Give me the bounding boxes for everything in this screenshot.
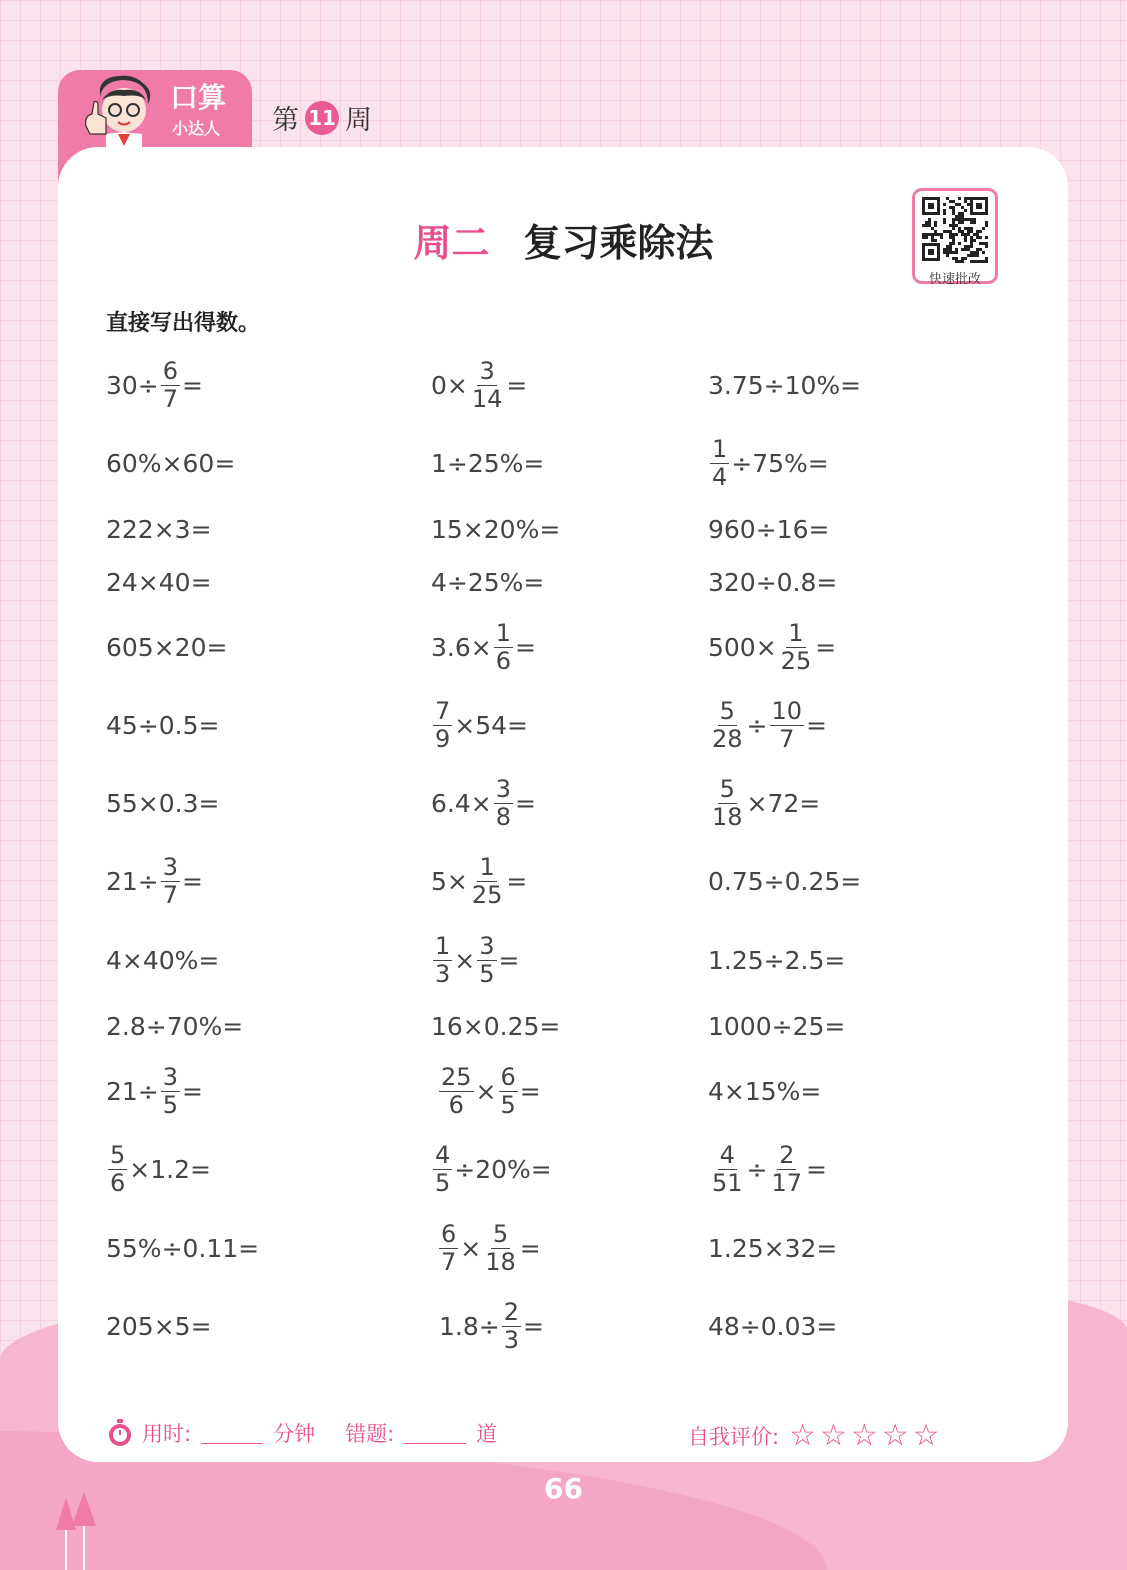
problem-item (431, 693, 528, 757)
fraction-numerator: 3 (162, 852, 179, 881)
problem-text: 1000÷25= (708, 1011, 846, 1041)
rating-stars[interactable]: ☆☆☆☆☆ (789, 1418, 944, 1453)
problem-text: 222×3= (106, 514, 212, 544)
problem-item (708, 1216, 837, 1280)
fraction-denominator: 6 (448, 1090, 464, 1119)
problem-item (708, 849, 861, 913)
fraction-numerator: 7 (435, 696, 451, 725)
problem-item (708, 431, 829, 495)
errors-label: 错题: (345, 1422, 395, 1446)
problem-item (431, 994, 560, 1058)
problem-text: 15×20%= (431, 514, 561, 544)
problem-text: 55×0.3= (106, 788, 220, 818)
problem-item (708, 1137, 827, 1201)
problem-item (437, 1059, 541, 1123)
problem-text: ×1.2= (129, 1154, 211, 1184)
fraction (494, 620, 513, 675)
problem-item (106, 771, 219, 835)
problem-text: = (515, 632, 536, 662)
problem-item (431, 1137, 552, 1201)
fraction-denominator: 25 (780, 646, 812, 675)
fraction-numerator: 5 (492, 1219, 509, 1248)
fraction-denominator: 28 (712, 724, 743, 753)
problem-text: 1.8÷ (439, 1311, 500, 1341)
fraction-denominator: 18 (485, 1247, 516, 1276)
fraction (770, 1142, 805, 1197)
problem-text: = (182, 1076, 203, 1106)
fraction-numerator: 6 (500, 1062, 516, 1091)
mascot-icon (78, 74, 166, 154)
problem-item (106, 353, 203, 417)
fraction-denominator: 25 (471, 880, 503, 909)
fraction (433, 1142, 452, 1197)
self-eval-label: 自我评价: (688, 1424, 780, 1449)
fraction-denominator: 4 (712, 462, 728, 491)
problem-text: 1.25×32= (708, 1233, 838, 1263)
problem-item (437, 1216, 541, 1280)
fraction-numerator: 6 (441, 1219, 457, 1248)
fraction-numerator: 1 (495, 618, 511, 647)
problem-text: 60%×60= (106, 448, 236, 478)
problem-text: ×72= (746, 788, 821, 818)
fraction-denominator: 7 (779, 724, 795, 753)
week-label (272, 98, 372, 137)
errors-input[interactable] (404, 1422, 466, 1444)
fraction (161, 358, 180, 413)
errors-unit: 道 (476, 1422, 498, 1446)
tree-icon (54, 1490, 104, 1570)
fraction-denominator: 6 (110, 1168, 126, 1197)
problem-text: 1÷25%= (431, 448, 545, 478)
problem-text: = (182, 866, 203, 896)
problem-item (708, 1294, 837, 1358)
fraction-numerator: 25 (441, 1062, 472, 1091)
fraction-denominator: 3 (503, 1325, 519, 1354)
fraction-denominator: 51 (712, 1168, 743, 1197)
fraction-denominator: 5 (162, 1090, 179, 1119)
problem-item (106, 693, 219, 757)
fraction-denominator: 6 (495, 646, 511, 675)
problem-text: 1.25÷2.5= (708, 945, 846, 975)
problem-item (106, 994, 243, 1058)
problem-text: 6.4× (431, 788, 492, 818)
problem-item (708, 550, 837, 614)
problem-item (431, 550, 544, 614)
fraction (477, 933, 496, 988)
fraction-numerator: 1 (788, 618, 804, 647)
problem-text: 48÷0.03= (708, 1311, 838, 1341)
problem-item (708, 994, 845, 1058)
problem-item (708, 615, 836, 679)
fraction (710, 436, 729, 491)
problem-text: 24×40= (106, 567, 212, 597)
problem-text: ÷ (746, 710, 768, 740)
problem-text: ÷75%= (731, 448, 829, 478)
fraction-denominator: 14 (471, 384, 503, 413)
problem-text: × (475, 1076, 497, 1106)
qr-label: 快速批改 (928, 272, 981, 287)
fraction (710, 1142, 745, 1197)
minutes-label: 分钟 (273, 1422, 316, 1446)
problem-item (106, 1294, 212, 1358)
fraction (494, 776, 513, 831)
fraction-denominator: 18 (712, 802, 743, 831)
fraction (439, 1221, 458, 1276)
fraction-numerator: 3 (495, 774, 511, 803)
fraction (439, 1064, 474, 1119)
problem-item (106, 1216, 259, 1280)
fraction-numerator: 5 (110, 1140, 126, 1169)
fraction-denominator: 7 (441, 1247, 457, 1276)
fraction (161, 854, 180, 909)
fraction (470, 358, 505, 413)
problem-item (708, 928, 845, 992)
fraction-denominator: 5 (500, 1090, 516, 1119)
week-suffix: 周 (345, 105, 372, 136)
fraction (710, 776, 745, 831)
fraction (483, 1221, 518, 1276)
problem-text: 0× (431, 370, 468, 400)
problem-text: = (515, 788, 536, 818)
fraction-numerator: 2 (503, 1297, 519, 1326)
fraction-numerator: 4 (719, 1140, 735, 1169)
problem-text: 320÷0.8= (708, 567, 838, 597)
problem-item (431, 928, 519, 992)
problem-text: 3.6× (431, 632, 492, 662)
problem-text: = (519, 1233, 541, 1263)
problem-text: ÷ (746, 1154, 768, 1184)
fraction (433, 698, 452, 753)
fraction-numerator: 1 (712, 434, 728, 463)
problem-text: 21÷ (106, 866, 159, 896)
week-prefix: 第 (272, 105, 299, 136)
problem-text: 500× (708, 632, 777, 662)
badge-subtitle: 小达人 (172, 119, 221, 138)
instruction: 直接写出得数。 (106, 311, 261, 336)
problem-text: 4÷25%= (431, 567, 545, 597)
fraction (710, 698, 745, 753)
problem-text: 3.75÷10%= (708, 370, 862, 400)
fraction-denominator: 7 (162, 880, 179, 909)
self-evaluation (688, 1418, 944, 1453)
problem-text: = (806, 1154, 827, 1184)
fraction-denominator: 8 (495, 802, 511, 831)
fraction (779, 620, 814, 675)
problem-text: 4×40%= (106, 945, 220, 975)
problem-text: = (523, 1311, 544, 1341)
fraction-denominator: 9 (435, 724, 451, 753)
problem-item (708, 1059, 821, 1123)
fraction-denominator: 3 (435, 959, 451, 988)
problem-item (439, 1294, 544, 1358)
problem-item (708, 693, 827, 757)
problem-text: × (460, 1233, 482, 1263)
problem-item (106, 431, 235, 495)
problem-text: 605×20= (106, 632, 228, 662)
fraction-numerator: 5 (719, 696, 735, 725)
fraction-denominator: 17 (771, 1168, 803, 1197)
fraction (502, 1299, 521, 1354)
problem-item (106, 615, 227, 679)
problem-text: 205×5= (106, 1311, 212, 1341)
fraction-numerator: 1 (479, 852, 495, 881)
title-topic: 复习乘除法 (523, 221, 714, 265)
problem-text: = (815, 632, 837, 662)
fraction-numerator: 10 (771, 696, 803, 725)
problem-text: = (498, 945, 520, 975)
problem-item (106, 1137, 211, 1201)
week-number: 11 (305, 101, 339, 135)
problem-item (431, 431, 544, 495)
problem-item (106, 550, 212, 614)
problem-text: 21÷ (106, 1076, 159, 1106)
fraction (433, 933, 452, 988)
fraction-denominator: 5 (435, 1168, 451, 1197)
fraction-numerator: 1 (435, 931, 451, 960)
problem-item (106, 849, 203, 913)
page-number: 66 (544, 1472, 583, 1505)
fraction-numerator: 3 (479, 356, 495, 385)
problem-item (708, 353, 861, 417)
problem-text: 2.8÷70%= (106, 1011, 244, 1041)
stopwatch-icon (106, 1418, 134, 1448)
fraction-denominator: 7 (162, 384, 179, 413)
qr-code-icon (920, 195, 990, 263)
fraction (770, 698, 805, 753)
problem-item (106, 1059, 203, 1123)
fraction-numerator: 5 (719, 774, 735, 803)
problem-text: 4×15%= (708, 1076, 822, 1106)
problem-text: 5× (431, 866, 468, 896)
problem-item (106, 928, 219, 992)
fraction-numerator: 6 (162, 356, 179, 385)
time-input[interactable] (201, 1422, 263, 1444)
fraction-numerator: 3 (479, 931, 495, 960)
problem-text: 55%÷0.11= (106, 1233, 260, 1263)
problem-item (431, 849, 527, 913)
problem-item (431, 771, 536, 835)
problem-text: 45÷0.5= (106, 710, 220, 740)
fraction-numerator: 2 (779, 1140, 795, 1169)
problem-text: × (454, 945, 476, 975)
title-day: 周二 (413, 221, 490, 265)
fraction (499, 1064, 518, 1119)
qr-code[interactable] (912, 188, 998, 287)
fraction-numerator: 4 (435, 1140, 451, 1169)
timing-footer (106, 1418, 497, 1448)
problem-text: = (182, 370, 203, 400)
problem-text: = (806, 710, 827, 740)
problem-text: 16×0.25= (431, 1011, 561, 1041)
problem-text: ×54= (454, 710, 528, 740)
time-label: 用时: (142, 1422, 192, 1446)
badge-title: 口算 (170, 81, 227, 114)
fraction (470, 854, 505, 909)
problem-item (431, 353, 527, 417)
problem-text: = (519, 1076, 541, 1106)
problem-item (431, 615, 536, 679)
problem-item (708, 771, 820, 835)
problem-text: = (506, 866, 528, 896)
fraction (108, 1142, 127, 1197)
fraction-numerator: 3 (162, 1062, 179, 1091)
problem-text: = (506, 370, 528, 400)
problem-text: 30÷ (106, 370, 159, 400)
fraction-denominator: 5 (479, 959, 495, 988)
problem-text: 960÷16= (708, 514, 830, 544)
fraction (161, 1064, 180, 1119)
problem-text: ÷20%= (454, 1154, 552, 1184)
problem-text: 0.75÷0.25= (708, 866, 862, 896)
